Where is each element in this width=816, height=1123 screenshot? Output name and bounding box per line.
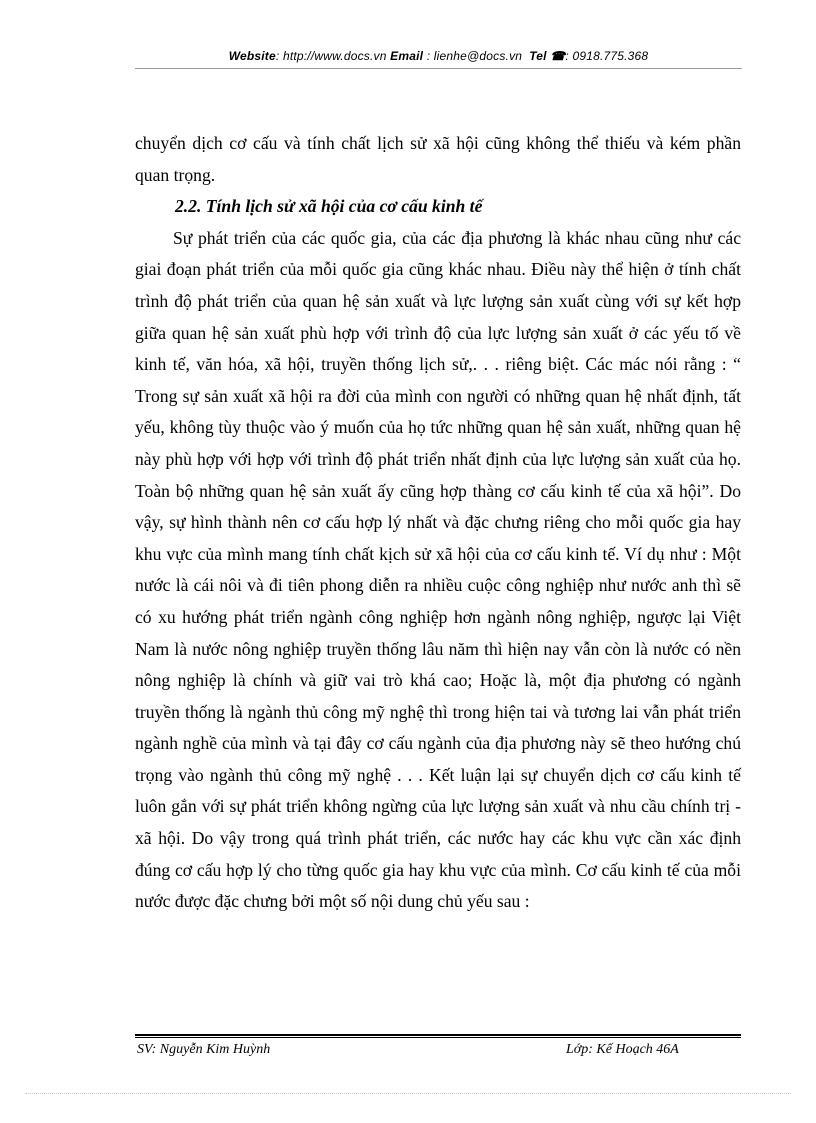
footer-divider-thin bbox=[135, 1037, 741, 1038]
website-label: Website bbox=[228, 49, 276, 63]
tel-value: : 0918.775.368 bbox=[565, 49, 649, 63]
email-value: : lienhe@docs.vn bbox=[423, 49, 523, 63]
website-value: : http://www.docs.vn bbox=[275, 49, 387, 63]
document-body bbox=[135, 128, 741, 918]
footer-divider bbox=[135, 1034, 741, 1036]
page-header bbox=[135, 49, 742, 63]
paragraph-main: Sự phát triển của các quốc gia, của các địa phương là khác nhau cũng như các giai đoạn phát triển của mỗi quốc gia cũng khác nhau. Điều này thể hiện ở tính chất trình độ phát triển của quan hệ sản xuất và lực lượng sản xuất cùng với sự kết hợp giữa quan hệ sản xuất phù hợp với trình độ của lực lượng sản xuất ở các yếu tố về kinh tế, văn hóa, xã hội, truyền thống lịch sử,. . . riêng biệt. Các mác nói rằng : “ Trong sự sản xuất xã hội ra đời của mình con người có những quan hệ nhất định, tất yếu, không tùy thuộc vào ý muốn của họ tức những quan hệ sản xuất, những quan hệ này phù hợp với hợp với trình độ phát triển nhất định của lực lượng sản xuất của họ. Toàn bộ những quan hệ sản xuất ấy cũng hợp thàng cơ cấu kinh tế của xã hội”. Do vậy, sự hình thành nên cơ cấu hợp lý nhất và đặc chưng riêng cho mỗi quốc gia hay khu vực của mình mang tính chất kịch sử xã hội của cơ cấu kinh tế. Ví dụ như : Một nước là cái nôi và đi tiên phong diễn ra nhiều cuộc công nghiệp như nước anh thì sẽ có xu hướng phát triển ngành công nghiệp hơn ngành nông nghiệp, ngược lại Việt Nam là nước nông nghiệp truyền thống lâu năm thì hiện nay vẫn còn là nước có nền nông nghiệp là chính và giữ vai trò khá cao; Hoặc là, một địa phương có ngành truyền thống là ngành thủ công mỹ nghệ thì trong hiện tai và tương lai vẫn phát triển ngành nghề của mình và tại đây cơ cấu ngành của địa phương này sẽ theo hướng chú trọng vào ngành thủ công mỹ nghệ . . . Kết luận lại sự chuyển dịch cơ cấu kinh tế luôn gắn với sự phát triển không ngừng của lực lượng sản xuất và nhu cầu chính trị - xã hội. Do vậy trong quá trình phát triển, các nước hay các khu vực cần xác định đúng cơ cấu hợp lý cho từng quốc gia hay khu vực của mình. Cơ cấu kinh tế của mỗi nước được đặc chưng bởi một số nội dung chủ yếu sau : bbox=[135, 227, 741, 912]
footer-student: SV: Nguyễn Kim Huỳnh bbox=[137, 1042, 271, 1057]
header-divider bbox=[135, 68, 742, 69]
email-label: Email bbox=[390, 49, 424, 63]
footer-class: Lớp: Kế Hoạch 46A bbox=[566, 1042, 679, 1057]
phone-icon: ☎ bbox=[550, 49, 566, 63]
tel-label: Tel bbox=[529, 49, 547, 63]
section-heading: 2.2. Tính lịch sử xã hội của cơ cấu kinh tế bbox=[175, 196, 483, 217]
page-bottom-border bbox=[25, 1093, 791, 1094]
paragraph-continuation: chuyển dịch cơ cấu và tính chất lịch sử xã hội cũng không thể thiếu và kém phần quan trọng. bbox=[135, 133, 741, 185]
